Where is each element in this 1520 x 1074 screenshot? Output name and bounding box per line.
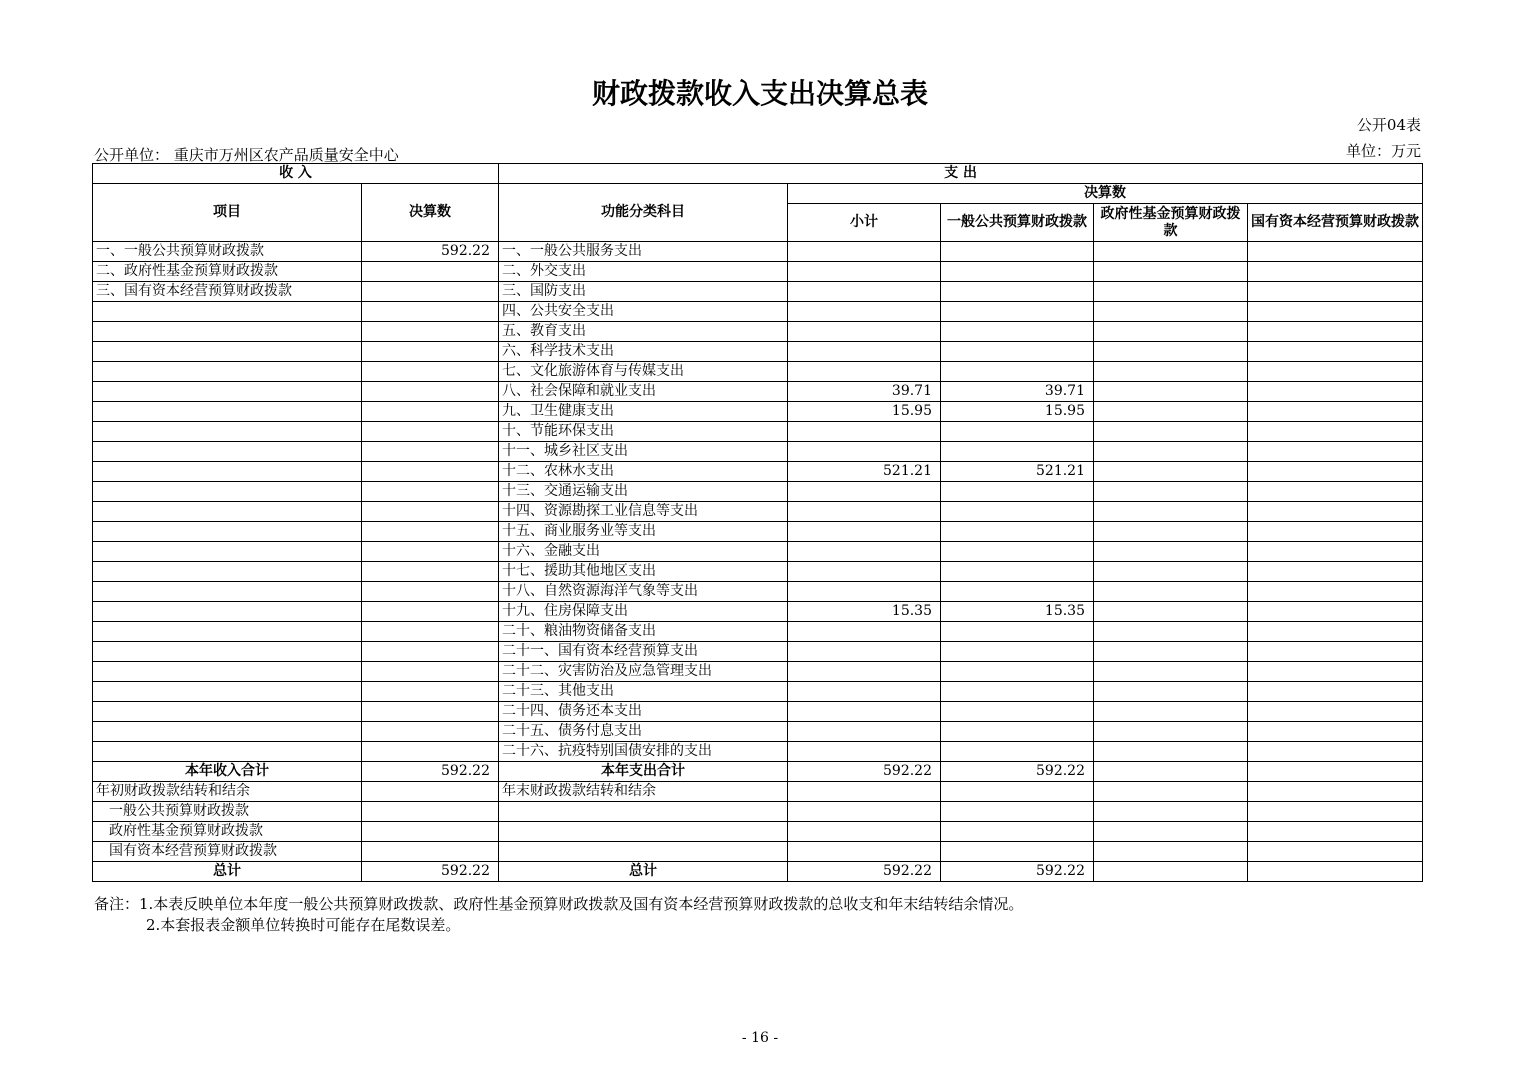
general-budget-amount: 592.22 xyxy=(941,862,1094,882)
subtotal-amount: 39.71 xyxy=(788,382,941,402)
subtotal-amount xyxy=(788,582,941,602)
expense-item: 二十一、国有资本经营预算支出 xyxy=(499,642,788,662)
expense-item xyxy=(499,802,788,822)
income-item: 国有资本经营预算财政拨款 xyxy=(93,842,362,862)
gov-fund-amount xyxy=(1094,582,1248,602)
subtotal-amount xyxy=(788,502,941,522)
income-item xyxy=(93,522,362,542)
income-item xyxy=(93,622,362,642)
income-item xyxy=(93,342,362,362)
table-row xyxy=(93,502,1423,522)
expense-item: 十一、城乡社区支出 xyxy=(499,442,788,462)
income-amount xyxy=(362,742,499,762)
income-amount xyxy=(362,722,499,742)
subtotal-amount xyxy=(788,742,941,762)
table-row xyxy=(93,422,1423,442)
gov-fund-amount xyxy=(1094,482,1248,502)
gov-fund-amount xyxy=(1094,422,1248,442)
subtotal-amount xyxy=(788,542,941,562)
expense-item: 二十六、抗疫特别国债安排的支出 xyxy=(499,742,788,762)
table-row xyxy=(93,322,1423,342)
income-amount xyxy=(362,802,499,822)
state-capital-amount xyxy=(1248,322,1423,342)
state-capital-amount xyxy=(1248,262,1423,282)
income-amount xyxy=(362,402,499,422)
gov-fund-amount xyxy=(1094,522,1248,542)
state-capital-amount xyxy=(1248,762,1423,782)
general-budget-amount xyxy=(941,302,1094,322)
subtotal-amount xyxy=(788,562,941,582)
subtotal-amount xyxy=(788,722,941,742)
expense-item: 六、科学技术支出 xyxy=(499,342,788,362)
general-budget-amount xyxy=(941,322,1094,342)
gov-fund-header: 政府性基金预算财政拨款 xyxy=(1094,204,1248,242)
state-capital-amount xyxy=(1248,302,1423,322)
subtotal-amount xyxy=(788,442,941,462)
table-row xyxy=(93,342,1423,362)
general-budget-amount xyxy=(941,802,1094,822)
subtotal-amount xyxy=(788,342,941,362)
table-row xyxy=(93,682,1423,702)
state-capital-amount xyxy=(1248,422,1423,442)
table-row xyxy=(93,742,1423,762)
expense-item: 二十三、其他支出 xyxy=(499,682,788,702)
state-capital-amount xyxy=(1248,582,1423,602)
gov-fund-amount xyxy=(1094,862,1248,882)
income-amount xyxy=(362,362,499,382)
state-capital-amount xyxy=(1248,842,1423,862)
gov-fund-amount xyxy=(1094,782,1248,802)
state-capital-amount xyxy=(1248,242,1423,262)
general-budget-amount xyxy=(941,422,1094,442)
income-item: 本年收入合计 xyxy=(93,762,362,782)
table-row xyxy=(93,362,1423,382)
expense-item: 本年支出合计 xyxy=(499,762,788,782)
general-budget-amount xyxy=(941,662,1094,682)
income-item xyxy=(93,702,362,722)
subtotal-amount: 15.95 xyxy=(788,402,941,422)
subtotal-amount xyxy=(788,842,941,862)
subtotal-amount xyxy=(788,302,941,322)
general-budget-amount xyxy=(941,702,1094,722)
income-item: 政府性基金预算财政拨款 xyxy=(93,822,362,842)
amount-header: 决算数 xyxy=(362,184,499,242)
gov-fund-amount xyxy=(1094,322,1248,342)
gov-fund-amount xyxy=(1094,262,1248,282)
income-header: 收 入 xyxy=(93,164,499,184)
state-capital-amount xyxy=(1248,362,1423,382)
subtotal-amount xyxy=(788,642,941,662)
subtotal-amount xyxy=(788,782,941,802)
subtotal-amount xyxy=(788,822,941,842)
table-row xyxy=(93,622,1423,642)
general-budget-amount: 15.35 xyxy=(941,602,1094,622)
general-budget-amount xyxy=(941,642,1094,662)
table-row xyxy=(93,722,1423,742)
subtotal-amount xyxy=(788,682,941,702)
general-budget-amount: 592.22 xyxy=(941,762,1094,782)
table-row xyxy=(93,582,1423,602)
income-item xyxy=(93,462,362,482)
table-row xyxy=(93,522,1423,542)
table-row xyxy=(93,282,1423,302)
expense-item: 年末财政拨款结转和结余 xyxy=(499,782,788,802)
income-amount xyxy=(362,502,499,522)
state-capital-amount xyxy=(1248,482,1423,502)
income-amount xyxy=(362,822,499,842)
income-item xyxy=(93,422,362,442)
expense-item: 五、教育支出 xyxy=(499,322,788,342)
income-item xyxy=(93,382,362,402)
gov-fund-amount xyxy=(1094,442,1248,462)
page-title: 财政拨款收入支出决算总表 xyxy=(591,77,928,110)
fiscal-appropriation-table xyxy=(92,163,1423,882)
gov-fund-amount xyxy=(1094,822,1248,842)
subtotal-header: 小计 xyxy=(788,204,941,242)
state-capital-amount xyxy=(1248,402,1423,422)
income-item: 总计 xyxy=(93,862,362,882)
reporting-unit: 公开单位： 重庆市万州区农产品质量安全中心 xyxy=(94,146,399,164)
subtotal-amount xyxy=(788,482,941,502)
general-budget-amount xyxy=(941,822,1094,842)
gov-fund-amount xyxy=(1094,662,1248,682)
income-amount xyxy=(362,462,499,482)
general-budget-amount xyxy=(941,782,1094,802)
gov-fund-amount xyxy=(1094,302,1248,322)
income-amount xyxy=(362,562,499,582)
income-amount xyxy=(362,682,499,702)
general-budget-amount xyxy=(941,722,1094,742)
income-item xyxy=(93,362,362,382)
state-capital-amount xyxy=(1248,702,1423,722)
expense-item: 八、社会保障和就业支出 xyxy=(499,382,788,402)
income-item xyxy=(93,442,362,462)
general-budget-amount xyxy=(941,842,1094,862)
function-subject-header: 功能分类科目 xyxy=(499,184,788,242)
income-item xyxy=(93,322,362,342)
general-budget-amount xyxy=(941,742,1094,762)
state-capital-amount xyxy=(1248,782,1423,802)
gov-fund-amount xyxy=(1094,542,1248,562)
state-capital-amount xyxy=(1248,502,1423,522)
table-row xyxy=(93,442,1423,462)
subtotal-amount xyxy=(788,242,941,262)
general-budget-amount xyxy=(941,502,1094,522)
table-row xyxy=(93,302,1423,322)
general-budget-amount: 521.21 xyxy=(941,462,1094,482)
table-row xyxy=(93,822,1423,842)
general-budget-amount xyxy=(941,582,1094,602)
table-row xyxy=(93,602,1423,622)
expense-item: 十三、交通运输支出 xyxy=(499,482,788,502)
general-budget-amount xyxy=(941,622,1094,642)
gov-fund-amount xyxy=(1094,242,1248,262)
income-item: 一、一般公共预算财政拨款 xyxy=(93,242,362,262)
gov-fund-amount xyxy=(1094,722,1248,742)
income-amount xyxy=(362,542,499,562)
unit-label: 单位：万元 xyxy=(1345,142,1421,160)
table-code: 公开04表 xyxy=(1356,116,1421,134)
subtotal-amount: 592.22 xyxy=(788,862,941,882)
gov-fund-amount xyxy=(1094,842,1248,862)
gov-fund-amount xyxy=(1094,742,1248,762)
expense-item: 二十五、债务付息支出 xyxy=(499,722,788,742)
general-budget-amount xyxy=(941,522,1094,542)
subtotal-amount xyxy=(788,522,941,542)
expense-item: 十、节能环保支出 xyxy=(499,422,788,442)
table-row xyxy=(93,462,1423,482)
note-1: 备注：1.本表反映单位本年度一般公共预算财政拨款、政府性基金预算财政拨款及国有资本经营预算财政拨款的总收支和年末结转结余情况。 xyxy=(94,895,1024,913)
general-budget-header: 一般公共预算财政拨款 xyxy=(941,204,1094,242)
state-capital-amount xyxy=(1248,562,1423,582)
state-capital-amount xyxy=(1248,542,1423,562)
expense-item: 四、公共安全支出 xyxy=(499,302,788,322)
expense-item: 七、文化旅游体育与传媒支出 xyxy=(499,362,788,382)
note-2: 2.本套报表金额单位转换时可能存在尾数误差。 xyxy=(146,916,461,934)
subtotal-amount xyxy=(788,422,941,442)
table-row xyxy=(93,642,1423,662)
income-item xyxy=(93,662,362,682)
income-amount xyxy=(362,662,499,682)
state-capital-amount xyxy=(1248,682,1423,702)
income-amount xyxy=(362,622,499,642)
table-row xyxy=(93,242,1423,262)
expense-item xyxy=(499,822,788,842)
expense-item: 十二、农林水支出 xyxy=(499,462,788,482)
income-item: 三、国有资本经营预算财政拨款 xyxy=(93,282,362,302)
general-budget-amount xyxy=(941,262,1094,282)
income-amount xyxy=(362,282,499,302)
expense-header: 支 出 xyxy=(499,164,1423,184)
state-capital-amount xyxy=(1248,602,1423,622)
table-row xyxy=(93,782,1423,802)
income-amount xyxy=(362,482,499,502)
state-capital-amount xyxy=(1248,662,1423,682)
table-row xyxy=(93,262,1423,282)
general-budget-amount: 39.71 xyxy=(941,382,1094,402)
general-budget-amount xyxy=(941,362,1094,382)
income-item xyxy=(93,562,362,582)
income-amount xyxy=(362,522,499,542)
table-row xyxy=(93,382,1423,402)
state-capital-amount xyxy=(1248,282,1423,302)
income-amount xyxy=(362,422,499,442)
general-budget-amount xyxy=(941,282,1094,302)
general-budget-amount xyxy=(941,682,1094,702)
notes xyxy=(94,894,1023,936)
income-amount: 592.22 xyxy=(362,242,499,262)
item-header: 项目 xyxy=(93,184,362,242)
gov-fund-amount xyxy=(1094,462,1248,482)
subtotal-amount xyxy=(788,702,941,722)
table-row xyxy=(93,842,1423,862)
income-item xyxy=(93,542,362,562)
income-item: 一般公共预算财政拨款 xyxy=(93,802,362,822)
expense-item: 十七、援助其他地区支出 xyxy=(499,562,788,582)
gov-fund-amount xyxy=(1094,682,1248,702)
general-budget-amount xyxy=(941,342,1094,362)
table-row xyxy=(93,702,1423,722)
gov-fund-amount xyxy=(1094,502,1248,522)
subtotal-amount xyxy=(788,622,941,642)
general-budget-amount xyxy=(941,442,1094,462)
general-budget-amount xyxy=(941,562,1094,582)
final-amount-header: 决算数 xyxy=(788,184,1423,204)
income-amount xyxy=(362,602,499,622)
subtotal-amount xyxy=(788,262,941,282)
gov-fund-amount xyxy=(1094,802,1248,822)
expense-item: 十六、金融支出 xyxy=(499,542,788,562)
expense-item xyxy=(499,842,788,862)
expense-item: 一、一般公共服务支出 xyxy=(499,242,788,262)
subtotal-amount: 15.35 xyxy=(788,602,941,622)
table-row xyxy=(93,542,1423,562)
state-capital-amount xyxy=(1248,382,1423,402)
gov-fund-amount xyxy=(1094,702,1248,722)
table-body xyxy=(93,242,1423,882)
subtotal-amount: 521.21 xyxy=(788,462,941,482)
income-amount xyxy=(362,262,499,282)
income-amount xyxy=(362,582,499,602)
income-amount xyxy=(362,842,499,862)
page-number: - 16 - xyxy=(741,1030,779,1046)
state-capital-amount xyxy=(1248,862,1423,882)
general-budget-amount xyxy=(941,542,1094,562)
subtotal-amount xyxy=(788,662,941,682)
income-item xyxy=(93,482,362,502)
gov-fund-amount xyxy=(1094,562,1248,582)
state-capital-amount xyxy=(1248,622,1423,642)
gov-fund-amount xyxy=(1094,602,1248,622)
income-item xyxy=(93,582,362,602)
income-amount xyxy=(362,302,499,322)
table-row xyxy=(93,482,1423,502)
expense-item: 二十、粮油物资储备支出 xyxy=(499,622,788,642)
gov-fund-amount xyxy=(1094,402,1248,422)
gov-fund-amount xyxy=(1094,762,1248,782)
income-amount xyxy=(362,342,499,362)
gov-fund-amount xyxy=(1094,362,1248,382)
income-item xyxy=(93,722,362,742)
income-amount xyxy=(362,382,499,402)
state-capital-amount xyxy=(1248,522,1423,542)
income-amount xyxy=(362,702,499,722)
income-amount: 592.22 xyxy=(362,762,499,782)
income-item xyxy=(93,602,362,622)
expense-item: 总计 xyxy=(499,862,788,882)
table-row xyxy=(93,862,1423,882)
income-item xyxy=(93,642,362,662)
expense-item: 十四、资源勘探工业信息等支出 xyxy=(499,502,788,522)
gov-fund-amount xyxy=(1094,622,1248,642)
gov-fund-amount xyxy=(1094,282,1248,302)
expense-item: 十五、商业服务业等支出 xyxy=(499,522,788,542)
income-amount xyxy=(362,442,499,462)
general-budget-amount xyxy=(941,242,1094,262)
income-amount: 592.22 xyxy=(362,862,499,882)
subtotal-amount: 592.22 xyxy=(788,762,941,782)
subtotal-amount xyxy=(788,802,941,822)
subtotal-amount xyxy=(788,322,941,342)
subtotal-amount xyxy=(788,362,941,382)
gov-fund-amount xyxy=(1094,342,1248,362)
expense-item: 十九、住房保障支出 xyxy=(499,602,788,622)
income-amount xyxy=(362,642,499,662)
state-capital-amount xyxy=(1248,722,1423,742)
table-row xyxy=(93,802,1423,822)
state-capital-header: 国有资本经营预算财政拨款 xyxy=(1248,204,1423,242)
gov-fund-amount xyxy=(1094,382,1248,402)
general-budget-amount xyxy=(941,482,1094,502)
expense-item: 九、卫生健康支出 xyxy=(499,402,788,422)
table-row xyxy=(93,402,1423,422)
income-item xyxy=(93,742,362,762)
subtotal-amount xyxy=(788,282,941,302)
table-row xyxy=(93,762,1423,782)
expense-item: 二十二、灾害防治及应急管理支出 xyxy=(499,662,788,682)
expense-item: 二、外交支出 xyxy=(499,262,788,282)
income-item xyxy=(93,402,362,422)
state-capital-amount xyxy=(1248,642,1423,662)
income-item: 年初财政拨款结转和结余 xyxy=(93,782,362,802)
income-item xyxy=(93,302,362,322)
state-capital-amount xyxy=(1248,462,1423,482)
income-amount xyxy=(362,322,499,342)
state-capital-amount xyxy=(1248,342,1423,362)
income-item xyxy=(93,682,362,702)
state-capital-amount xyxy=(1248,822,1423,842)
income-item: 二、政府性基金预算财政拨款 xyxy=(93,262,362,282)
state-capital-amount xyxy=(1248,802,1423,822)
state-capital-amount xyxy=(1248,442,1423,462)
income-amount xyxy=(362,782,499,802)
table-row xyxy=(93,562,1423,582)
gov-fund-amount xyxy=(1094,642,1248,662)
expense-item: 十八、自然资源海洋气象等支出 xyxy=(499,582,788,602)
general-budget-amount: 15.95 xyxy=(941,402,1094,422)
income-item xyxy=(93,502,362,522)
expense-item: 三、国防支出 xyxy=(499,282,788,302)
table-row xyxy=(93,662,1423,682)
expense-item: 二十四、债务还本支出 xyxy=(499,702,788,722)
state-capital-amount xyxy=(1248,742,1423,762)
